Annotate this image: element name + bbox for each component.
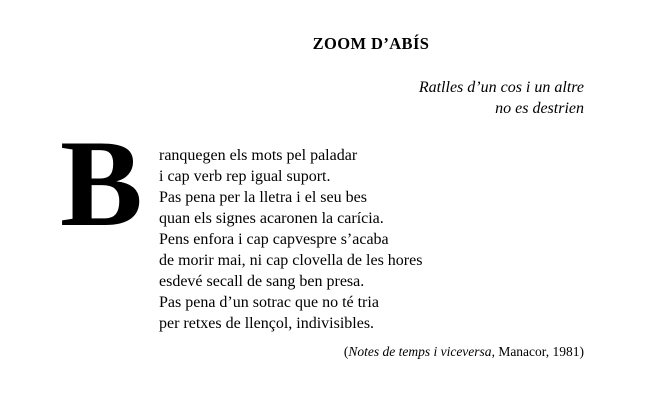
poem-line-6: de morir mai, ni cap clovella de les hores <box>159 252 423 269</box>
drop-cap: B <box>60 115 143 252</box>
source-open-paren: ( <box>343 344 349 359</box>
source-book-title: Notes de temps i viceversa <box>348 344 492 359</box>
poem-title: ZOOM D’ABÍS <box>312 34 430 53</box>
epigraph-line-2: no es destrien <box>495 100 584 117</box>
source-citation <box>344 344 584 360</box>
poem-line-2: i cap verb rep igual suport. <box>159 168 331 185</box>
poem-line-4: quan els signes acaronen la carícia. <box>159 210 384 227</box>
poem-line-5: Pens enfora i cap capvespre s’acaba <box>159 231 389 248</box>
poem-body <box>159 145 422 334</box>
poem-line-9: per retxes de llençol, indivisibles. <box>159 315 375 332</box>
poem-line-1: ranquegen els mots pel paladar <box>159 147 358 164</box>
poem-line-8: Pas pena d’un sotrac que no té tria <box>159 294 379 311</box>
epigraph <box>419 77 584 119</box>
source-place-year: , Manacor, 1981) <box>491 344 584 359</box>
poem-line-7: esdevé secall de sang ben presa. <box>159 273 365 290</box>
poem-line-3: Pas pena per la lletra i el seu bes <box>159 189 367 206</box>
epigraph-line-1: Ratlles d’un cos i un altre <box>418 79 584 96</box>
